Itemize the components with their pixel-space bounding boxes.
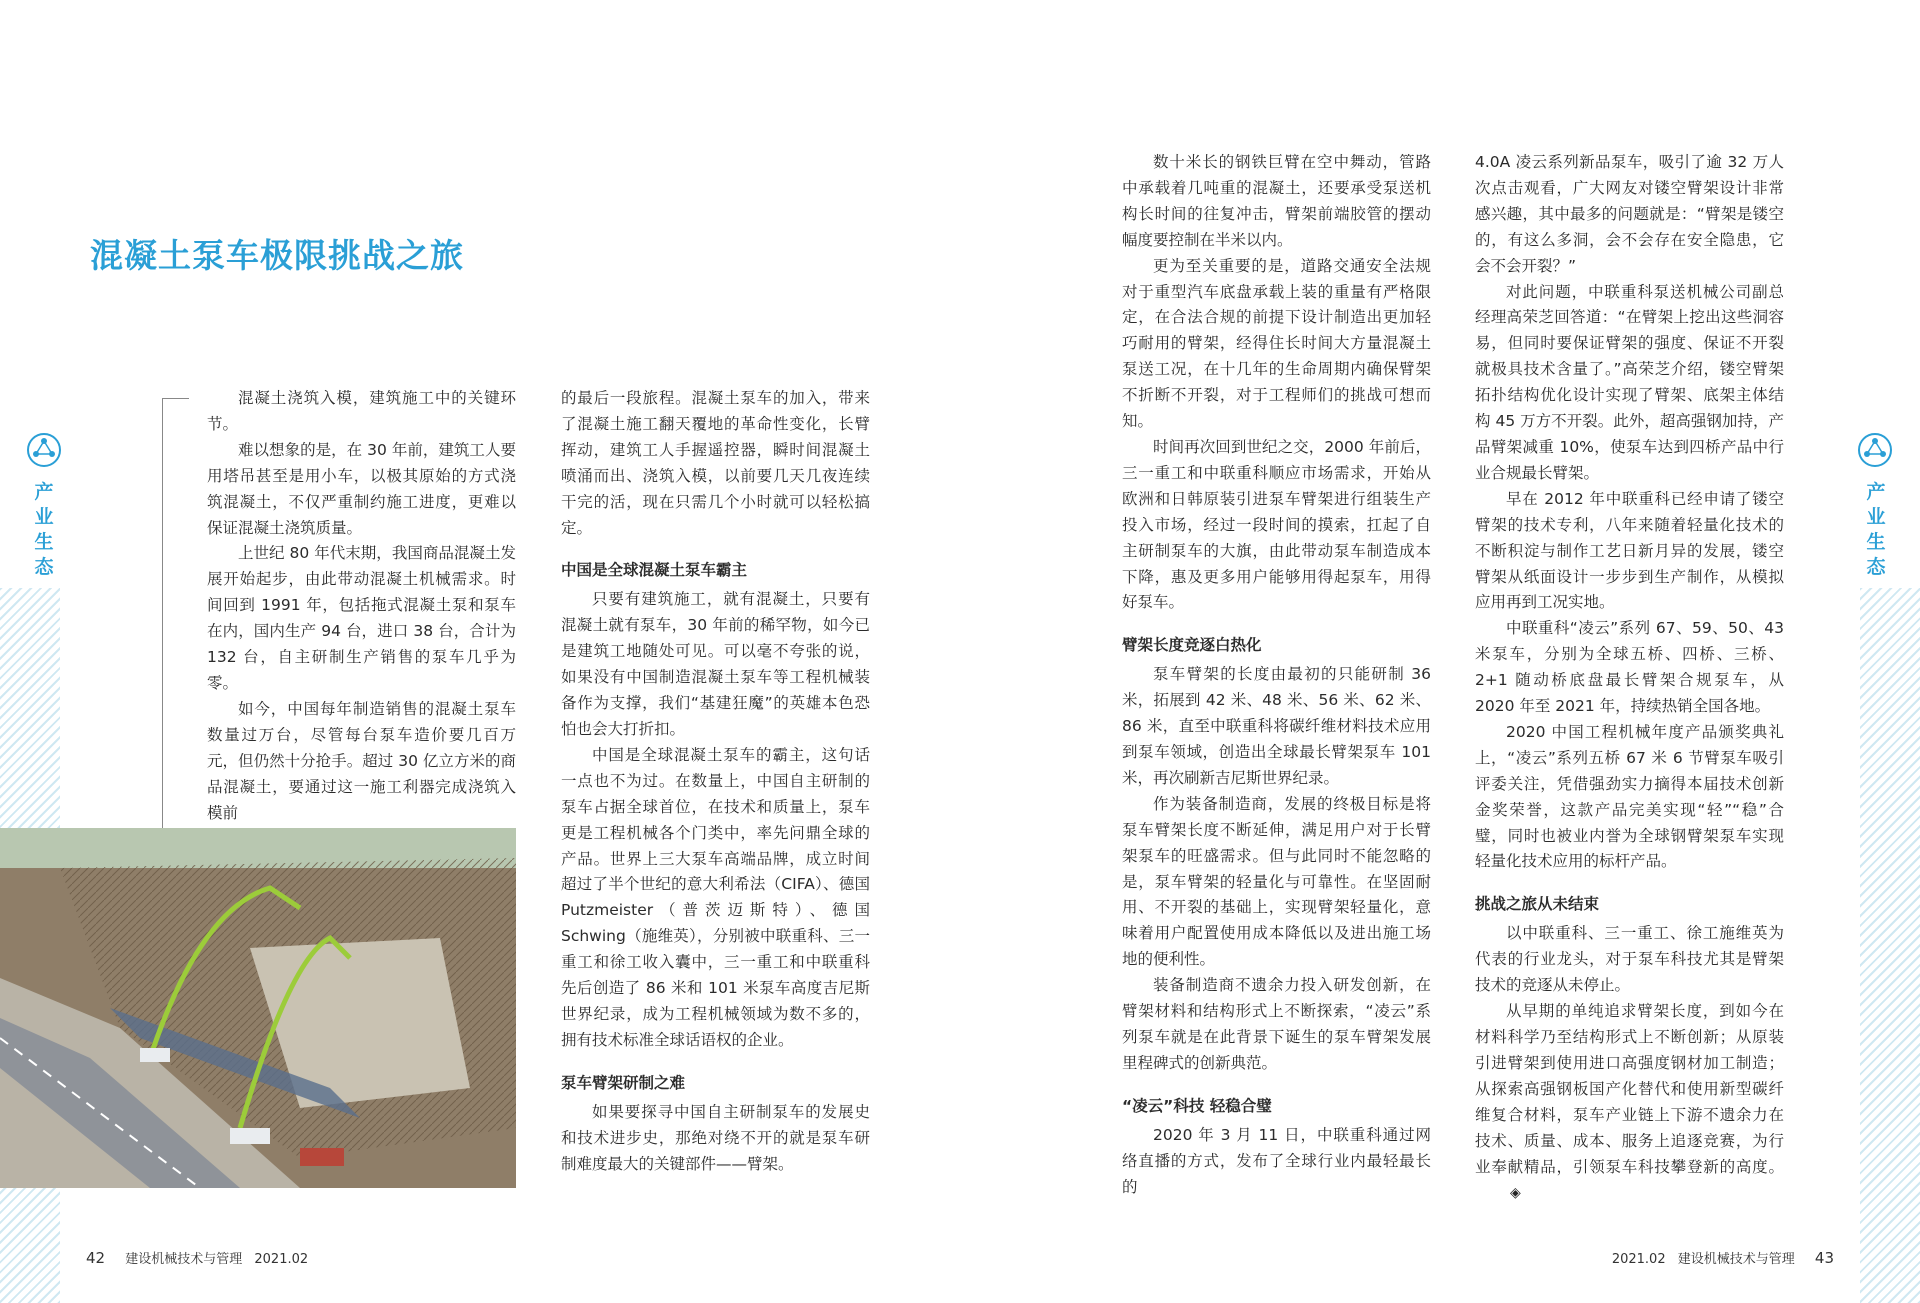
section-heading: 中国是全球混凝土泵车霸主 bbox=[561, 561, 748, 580]
page-number: 43 bbox=[1814, 1249, 1834, 1267]
bracket-line-decoration bbox=[162, 398, 189, 829]
paragraph: 2020 中国工程机械年度产品颁奖典礼上，“凌云”系列五桥 67 米 6 节臂泵车吸引评委关注，凭借强劲实力摘得本届技术创新金奖荣誉，这款产品完美实现“轻”“稳”合璧，同时也被业内誉为全球钢臂架泵车实现轻量化技术应用的标杆产品。 bbox=[1475, 722, 1784, 871]
paragraph: 的最后一段旅程。混凝土泵车的加入，带来了混凝土施工翻天覆地的革命性变化，长臂挥动，建筑工人手握遥控器，瞬时间混凝土喷涌而出、浇筑入模，以前要几天几夜连续干完的活，现在只需几个小时就可以轻松搞定。 bbox=[561, 389, 870, 537]
text-column-2 bbox=[561, 386, 870, 1177]
section-heading: 臂架长度竞逐白热化 bbox=[1122, 636, 1262, 655]
issue-number: 2021.02 bbox=[254, 1252, 309, 1267]
right-section-label: 产业生态 bbox=[1866, 481, 1886, 578]
right-side-emblem-icon bbox=[1857, 432, 1893, 472]
paragraph: 4.0A 凌云系列新品泵车，吸引了逾 32 万人次点击观看，广大网友对镂空臂架设计非常感兴趣，其中最多的问题就是：“臂架是镂空的，有这么多洞，会不会存在安全隐患，它会不会开裂？” bbox=[1475, 153, 1784, 275]
paragraph: 难以想象的是，在 30 年前，建筑工人要用塔吊甚至是用小车，以极其原始的方式浇筑混凝土，不仅严重制约施工进度，更难以保证混凝土浇筑质量。 bbox=[207, 440, 516, 537]
footer-right bbox=[1612, 1248, 1834, 1267]
paragraph: 中联重科“凌云”系列 67、59、50、43 米泵车，分别为全球五桥、四桥、三桥、2+1 随动桥底盘最长臂架合规泵车，从 2020 年至 2021 年，持续热销全国各地。 bbox=[1475, 619, 1784, 716]
right-stripe-decoration bbox=[1860, 588, 1920, 1303]
paragraph: 更为至关重要的是，道路交通安全法规对于重型汽车底盘承载上装的重量有严格限定，在合法合规的前提下设计制造出更加轻巧耐用的臂架，经得住长时间大方量混凝土泵送工况，在十几年的生命周期内确保臂架不折断不开裂，对于工程师们的挑战可想而知。 bbox=[1122, 256, 1431, 431]
paragraph: 上世纪 80 年代末期，我国商品混凝土发展开始起步，由此带动混凝土机械需求。时间回到 1991 年，包括拖式混凝土泵和泵车在内，国内生产 94 台，进口 38 台，合计为 132 台，自主研制生产销售的泵车几乎为零。 bbox=[207, 544, 516, 692]
page-number: 42 bbox=[86, 1249, 106, 1267]
text-column-4 bbox=[1475, 150, 1784, 1207]
paragraph: 只要有建筑施工，就有混凝土，只要有混凝土就有泵车，30 年前的稀罕物，如今已是建筑工地随处可见。可以毫不夸张的说，如果没有中国制造混凝土泵车等工程机械装备作为支撑，我们“基建狂魔”的英雄本色恐怕也会大打折扣。 bbox=[561, 590, 870, 738]
paragraph: 装备制造商不遗余力投入研发创新，在臂架材料和结构形式上不断探索，“凌云”系列泵车就是在此背景下诞生的泵车臂架发展里程碑式的创新典范。 bbox=[1122, 976, 1431, 1072]
paragraph bbox=[1475, 999, 1784, 1207]
section-heading: 泵车臂架研制之难 bbox=[561, 1073, 686, 1092]
left-section-label: 产业生态 bbox=[34, 481, 54, 578]
paragraph: 对此问题，中联重科泵送机械公司副总经理高荣芝回答道：“在臂架上挖出这些洞容易，但同时要保证臂架的强度、保证不开裂就极具技术含量了。”高荣芝介绍，镂空臂架拓扑结构优化设计实现了臂架、底架主体结构 45 万方不开裂。此外，超高强钢加持，产品臂架减重 10%，使泵车达到四桥产品中行业合规最长臂架。 bbox=[1475, 282, 1784, 482]
paragraph: 早在 2012 年中联重科已经申请了镂空臂架的技术专利，八年来随着轻量化技术的不断积淀与制作工艺日新月异的发展，镂空臂架从纸面设计一步步到生产制作，从模拟应用再到工况实地。 bbox=[1475, 489, 1784, 612]
section-heading: “凌云”科技 轻稳合璧 bbox=[1122, 1096, 1272, 1115]
paragraph: 2020 年 3 月 11 日，中联重科通过网络直播的方式，发布了全球行业内最轻最长的 bbox=[1122, 1125, 1431, 1196]
magazine-name: 建设机械技术与管理 bbox=[1677, 1252, 1795, 1267]
paragraph: 以中联重科、三一重工、徐工施维英为代表的行业龙头，对于泵车科技尤其是臂架技术的竞逐从未停止。 bbox=[1475, 924, 1784, 995]
paragraph: 数十米长的钢铁巨臂在空中舞动，管路中承载着几吨重的混凝土，还要承受泵送机构长时间的往复冲击，臂架前端胶管的摆动幅度要控制在半米以内。 bbox=[1122, 153, 1431, 249]
paragraph: 如果要探寻中国自主研制泵车的发展史和技术进步史，那绝对绕不开的就是泵车研制难度最大的关键部件——臂架。 bbox=[561, 1102, 870, 1173]
paragraph-text: 从早期的单纯追求臂架长度，到如今在材料科学乃至结构形式上不断创新；从原装引进臂架到使用进口高强度钢材加工制造；从探索高强钢板国产化替代和使用新型碳纤维复合材料，泵车产业链上下游不遗余力在技术、质量、成本、服务上追逐竞赛，为行业奉献精品，引领泵车科技攀登新的高度。 bbox=[1475, 1002, 1784, 1176]
footer-left bbox=[86, 1248, 308, 1267]
text-column-3 bbox=[1122, 150, 1431, 1201]
issue-number: 2021.02 bbox=[1611, 1252, 1666, 1267]
paragraph: 混凝土浇筑入模，建筑施工中的关键环节。 bbox=[207, 389, 516, 433]
left-side-emblem-icon bbox=[26, 432, 62, 472]
construction-site-photo bbox=[0, 828, 516, 1188]
magazine-name: 建设机械技术与管理 bbox=[125, 1252, 243, 1267]
article-end-mark-icon: ◈ bbox=[1510, 1185, 1521, 1202]
paragraph: 中国是全球混凝土泵车的霸主，这句话一点也不为过。在数量上，中国自主研制的泵车占据全球首位，在技术和质量上，泵车更是工程机械各个门类中，率先问鼎全球的产品。世界上三大泵车高端品牌，成立时间超过了半个世纪的意大利希法（CIFA）、德国 Putzmeister（普茨迈斯特）、德国 Schwing（施维英），分别被中联重科、三一重工和徐工收入囊中，三一重工和中联重科先后创造了 86 米和 101 米泵车高度吉尼斯世界纪录，成为工程机械领域为数不多的，拥有技术标准全球话语权的企业。 bbox=[561, 745, 870, 1049]
article-title: 混凝土泵车极限挑战之旅 bbox=[90, 236, 464, 275]
paragraph: 作为装备制造商，发展的终极目标是将泵车臂架长度不断延伸，满足用户对于长臂架泵车的旺盛需求。但与此同时不能忽略的是，泵车臂架的轻量化与可靠性。在坚固耐用、不开裂的基础上，实现臂架轻量化，意味着用户配置使用成本降低以及进出施工场地的便利性。 bbox=[1122, 794, 1431, 969]
paragraph: 泵车臂架的长度由最初的只能研制 36 米，拓展到 42 米、48 米、56 米、62 米、86 米，直至中联重科将碳纤维材料技术应用到泵车领域，创造出全球最长臂架泵车 101 米，再次刷新吉尼斯世界纪录。 bbox=[1122, 665, 1431, 787]
paragraph: 如今，中国每年制造销售的混凝土泵车数量过万台，尽管每台泵车造价要几百万元，但仍然十分抢手。超过 30 亿立方米的商品混凝土，要通过这一施工利器完成浇筑入模前 bbox=[207, 699, 516, 822]
paragraph: 时间再次回到世纪之交，2000 年前后，三一重工和中联重科顺应市场需求，开始从欧洲和日韩原装引进泵车臂架进行组装生产投入市场，经过一段时间的摸索，扛起了自主研制泵车的大旗，由此带动泵车制造成本下降，惠及更多用户能够用得起泵车，用得好泵车。 bbox=[1122, 437, 1431, 612]
text-column-1 bbox=[207, 386, 516, 826]
section-heading: 挑战之旅从未结束 bbox=[1475, 895, 1600, 914]
